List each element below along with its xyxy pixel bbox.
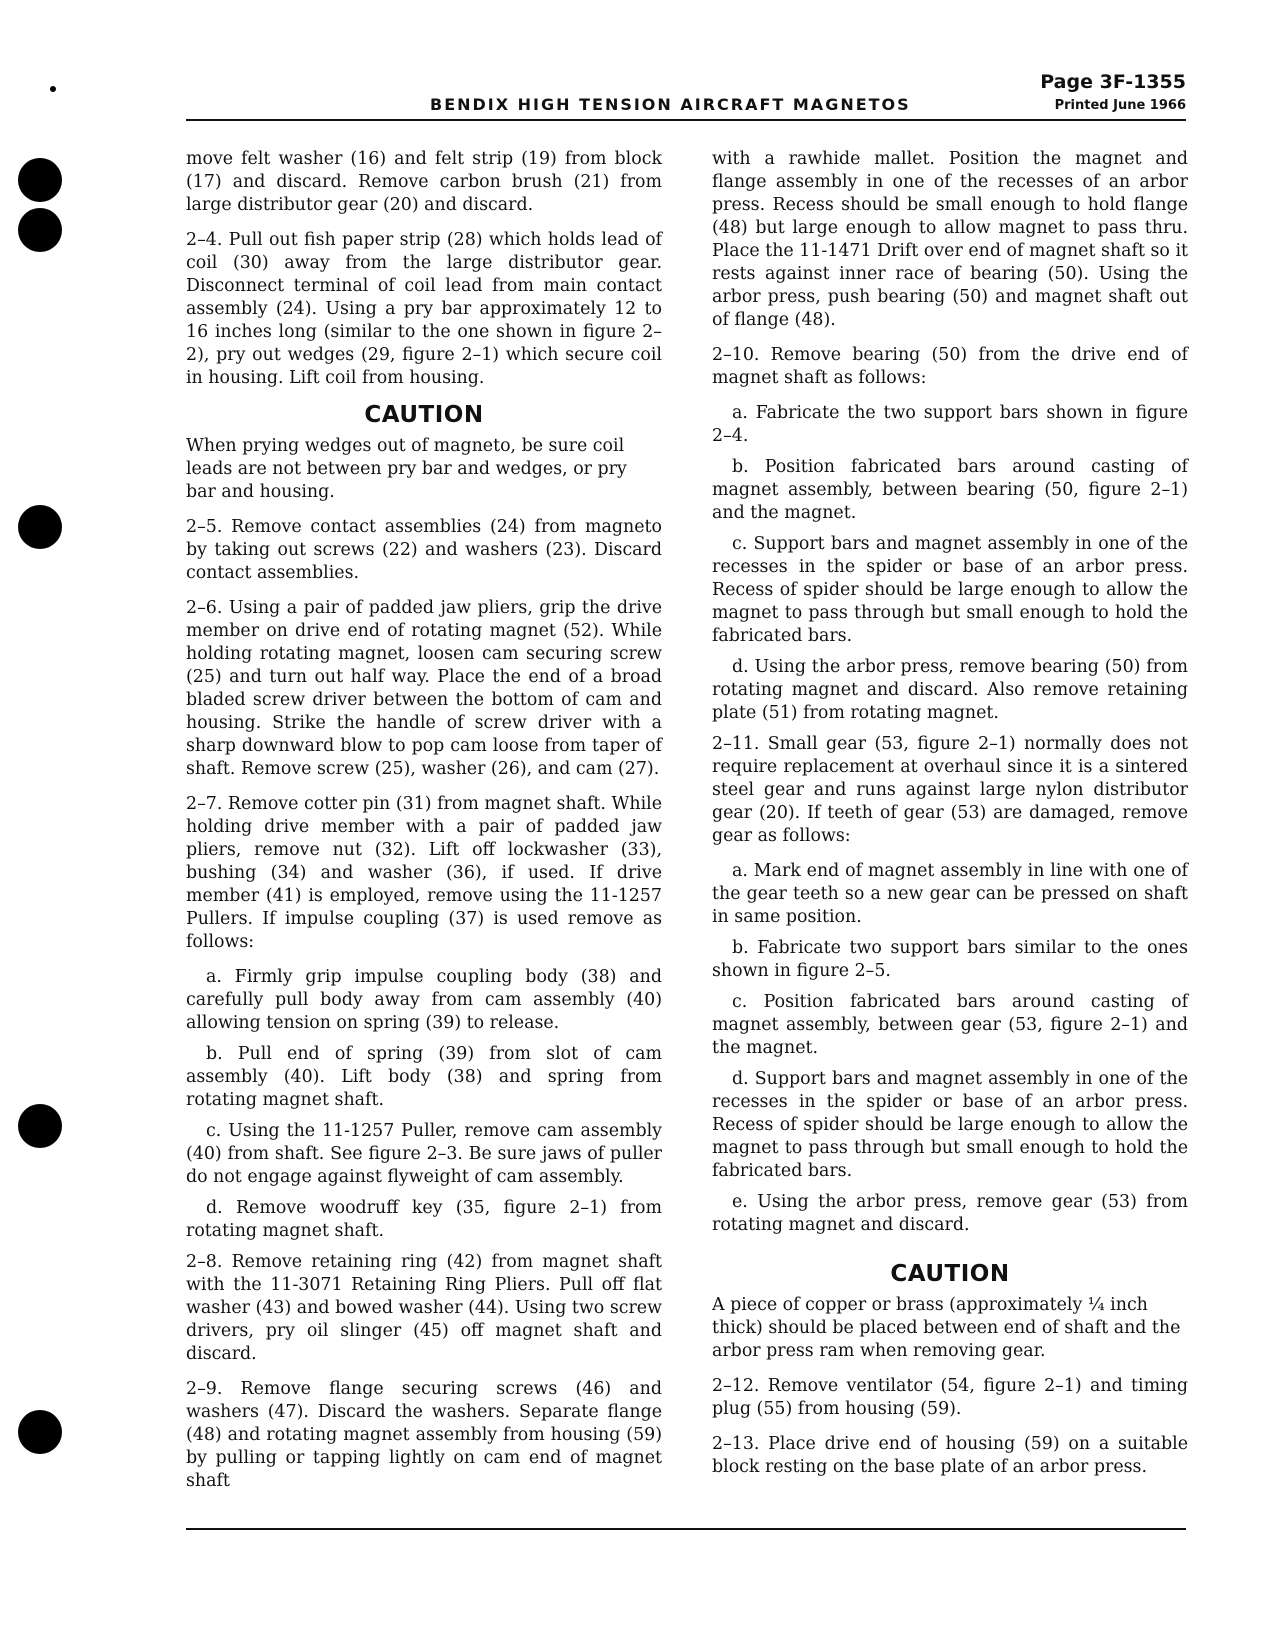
binder-hole — [18, 505, 62, 549]
print-date: Printed June 1966 — [1054, 98, 1186, 113]
paragraph-2-4: 2–4. Pull out fish paper strip (28) which holds lead of coil (30) away from the large distributor gear. Disconnect terminal of coil lead from main contact assembly (24). Using a pry bar approximately 12 to 16 inches long (similar to the one shown in figure 2–2), pry out wedges (29, figure 2–1) which secure coil in housing. Lift coil from housing. — [186, 230, 662, 388]
paragraph-2-13: 2–13. Place drive end of housing (59) on a suitable block resting on the base plate of an arbor press. — [712, 1434, 1188, 1477]
binder-hole — [18, 208, 62, 252]
binder-hole — [18, 1410, 62, 1454]
header-rule — [186, 119, 1186, 121]
paragraph-2-9: 2–9. Remove flange securing screws (46) and washers (47). Discard the washers. Separate flange (48) and rotating magnet assembly from housing (59) by pulling or tapping lightly on cam end of magnet shaft — [186, 1379, 662, 1491]
paragraph-2-7: 2–7. Remove cotter pin (31) from magnet shaft. While holding drive member with a pair of padded jaw pliers, remove nut (32). Lift off lockwasher (33), bushing (34) and washer (36), if used. If drive member (41) is employed, remove using the 11-1257 Pullers. If impulse coupling (37) is used remove as follows: — [186, 794, 662, 952]
step-2-10-d: d. Using the arbor press, remove bearing (50) from rotating magnet and discard. Also remove retaining plate (51) from rotating magnet. — [712, 657, 1188, 723]
paragraph-2-10: 2–10. Remove bearing (50) from the drive end of magnet shaft as follows: — [712, 345, 1188, 388]
right-column — [712, 148, 1188, 1491]
page-number: Page 3F-1355 — [1040, 71, 1186, 93]
step-2-11-b: b. Fabricate two support bars similar to the ones shown in figure 2–5. — [712, 938, 1188, 981]
step-2-7-c: c. Using the 11-1257 Puller, remove cam assembly (40) from shaft. See figure 2–3. Be sure jaws of puller do not engage against flyweight of cam assembly. — [186, 1121, 662, 1187]
step-2-10-b: b. Position fabricated bars around casting of magnet assembly, between bearing (50, figure 2–1) and the magnet. — [712, 457, 1188, 523]
step-2-7-d: d. Remove woodruff key (35, figure 2–1) from rotating magnet shaft. — [186, 1198, 662, 1241]
caution-heading: CAUTION — [364, 402, 484, 428]
binder-hole-mark — [50, 86, 56, 92]
paragraph: move felt washer (16) and felt strip (19) from block (17) and discard. Remove carbon brush (21) from large distributor gear (20) and discard. — [186, 149, 662, 215]
step-2-10-a: a. Fabricate the two support bars shown in figure 2–4. — [712, 403, 1188, 446]
step-2-7-b: b. Pull end of spring (39) from slot of cam assembly (40). Lift body (38) and spring from rotating magnet shaft. — [186, 1044, 662, 1110]
step-2-11-a: a. Mark end of magnet assembly in line with one of the gear teeth so a new gear can be pressed on shaft in same position. — [712, 861, 1188, 927]
paragraph-2-6: 2–6. Using a pair of padded jaw pliers, grip the drive member on drive end of rotating magnet (52). While holding rotating magnet, loosen cam securing screw (25) and turn out half way. Place the end of a broad bladed screw driver between the bottom of cam and housing. Strike the handle of screw driver with a sharp downward blow to pop cam loose from taper of shaft. Remove screw (25), washer (26), and cam (27). — [186, 598, 662, 779]
step-2-11-d: d. Support bars and magnet assembly in one of the recesses in the spider or base of an arbor press. Recess of spider should be large enough to allow the magnet to pass through but small enough to hold the fabricated bars. — [712, 1069, 1188, 1181]
paragraph-2-8: 2–8. Remove retaining ring (42) from magnet shaft with the 11-3071 Retaining Ring Pliers. Pull off flat washer (43) and bowed washer (44). Using two screw drivers, pry oil slinger (45) off magnet shaft and discard. — [186, 1252, 662, 1364]
caution-text: A piece of copper or brass (approximately ¼ inch thick) should be placed between end of shaft and the arbor press ram when removing gear. — [712, 1295, 1181, 1361]
paragraph-2-11: 2–11. Small gear (53, figure 2–1) normally does not require replacement at overhaul since it is a sintered steel gear and runs against large nylon distributor gear (20). If teeth of gear (53) are damaged, remove gear as follows: — [712, 734, 1188, 846]
binder-hole — [18, 158, 62, 202]
document-title: BENDIX HIGH TENSION AIRCRAFT MAGNETOS — [430, 95, 911, 114]
paragraph: with a rawhide mallet. Position the magnet and flange assembly in one of the recesses of an arbor press. Recess should be small enough to hold flange (48) but large enough to allow magnet to pass thru. Place the 11-1471 Drift over end of magnet shaft so it rests against inner race of bearing (50). Using the arbor press, push bearing (50) and magnet shaft out of flange (48). — [712, 149, 1188, 330]
step-2-10-c: c. Support bars and magnet assembly in one of the recesses in the spider or base of an arbor press. Recess of spider should be large enough to allow the magnet to pass through but small enough to hold the fabricated bars. — [712, 534, 1188, 646]
left-column — [186, 148, 662, 1505]
paragraph-2-12: 2–12. Remove ventilator (54, figure 2–1) and timing plug (55) from housing (59). — [712, 1376, 1188, 1419]
step-2-11-c: c. Position fabricated bars around casting of magnet assembly, between gear (53, figure 2–1) and the magnet. — [712, 992, 1188, 1058]
caution-heading: CAUTION — [890, 1261, 1010, 1287]
caution-text: When prying wedges out of magneto, be sure coil leads are not between pry bar and wedges, or pry bar and housing. — [186, 436, 627, 502]
footer-rule — [186, 1528, 1186, 1530]
binder-hole — [18, 1104, 62, 1148]
step-2-11-e: e. Using the arbor press, remove gear (53) from rotating magnet and discard. — [712, 1192, 1188, 1235]
paragraph-2-5: 2–5. Remove contact assemblies (24) from magneto by taking out screws (22) and washers (23). Discard contact assemblies. — [186, 517, 662, 583]
step-2-7-a: a. Firmly grip impulse coupling body (38) and carefully pull body away from cam assembly (40) allowing tension on spring (39) to release. — [186, 967, 662, 1033]
